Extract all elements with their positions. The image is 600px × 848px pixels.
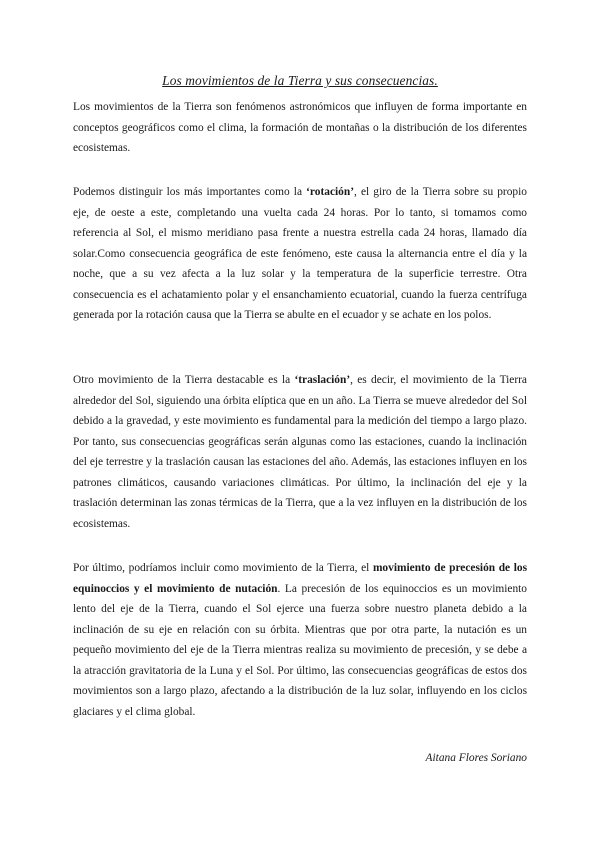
paragraph-rotation-text-a: Podemos distinguir los más importantes como la [73, 186, 307, 198]
term-precession-nutation: movimiento de precesión de los equinoccios y el movimiento de nutación [73, 562, 527, 595]
paragraph-rotation [73, 182, 527, 326]
paragraph-precession-text-b: . La precesión de los equinoccios es un movimiento lento del eje de la Tierra, cuando el Sol ejerce una fuerza sobre nuestro planeta debido a la inclinación de su eje en relación con su órbita. Mientras que por otra parte, la nutación es un pequeño movimiento del eje de la Tierra mientras realiza su movimiento de precesión, y se debe a la atracción gravitatoria de la Luna y el Sol. Por último, las consecuencias geográficas de estos dos movimientos son a largo plazo, afectando a la distribución de la luz solar, influyendo en los ciclos glaciares y el clima global. [73, 582, 527, 718]
paragraph-intro: Los movimientos de la Tierra son fenómenos astronómicos que influyen de forma importante en conceptos geográficos como el clima, la formación de montañas o la distribución de los diferentes ecosistemas. [73, 101, 527, 154]
document-title: Los movimientos de la Tierra y sus consecuencias. [162, 73, 438, 88]
paragraph-precession [73, 558, 527, 722]
paragraph-precession-text-a: Por último, podríamos incluir como movimiento de la Tierra, el [73, 562, 373, 574]
author-signature: Aitana Flores Soriano [425, 752, 527, 764]
paragraph-translation [73, 370, 527, 534]
paragraph-rotation-text-b: , el giro de la Tierra sobre su propio eje, de oeste a este, completando una vuelta cada 24 horas. Por lo tanto, si tomamos como referencia al Sol, el mismo meridiano pasa frente a nuestra estrella cada 24 horas, llamado día solar.Como consecuencia geográfica de este fenómeno, este causa la alternancia entre el día y la noche, que a su vez afecta a la luz solar y la temperatura de la superficie terrestre. Otra consecuencia es el achatamiento polar y el ensanchamiento ecuatorial, cuando la fuerza centrífuga generada por la rotación causa que la Tierra se abulte en el ecuador y se achate en los polos. [73, 186, 527, 321]
term-translation: ‘traslación’ [294, 374, 351, 386]
paragraph-translation-text-a: Otro movimiento de la Tierra destacable es la [73, 374, 295, 386]
paragraph-translation-text-b: , es decir, el movimiento de la Tierra alrededor del Sol, siguiendo una órbita elíptica que en un año. La Tierra se mueve alrededor del Sol debido a la gravedad, y este movimiento es fundamental para la medición del tiempo a largo plazo. Por tanto, sus consecuencias geográficas serán algunas como las estaciones, cuando la inclinación del eje terrestre y la traslación causan las estaciones del año. Además, las estaciones influyen en los patrones climáticos, causando variaciones climáticas. Por último, la inclinación del eje y la traslación determinan las zonas térmicas de la Tierra, que a la vez influyen en la distribución de los ecosistemas. [73, 374, 527, 530]
term-rotation: ‘rotación’ [306, 186, 354, 198]
